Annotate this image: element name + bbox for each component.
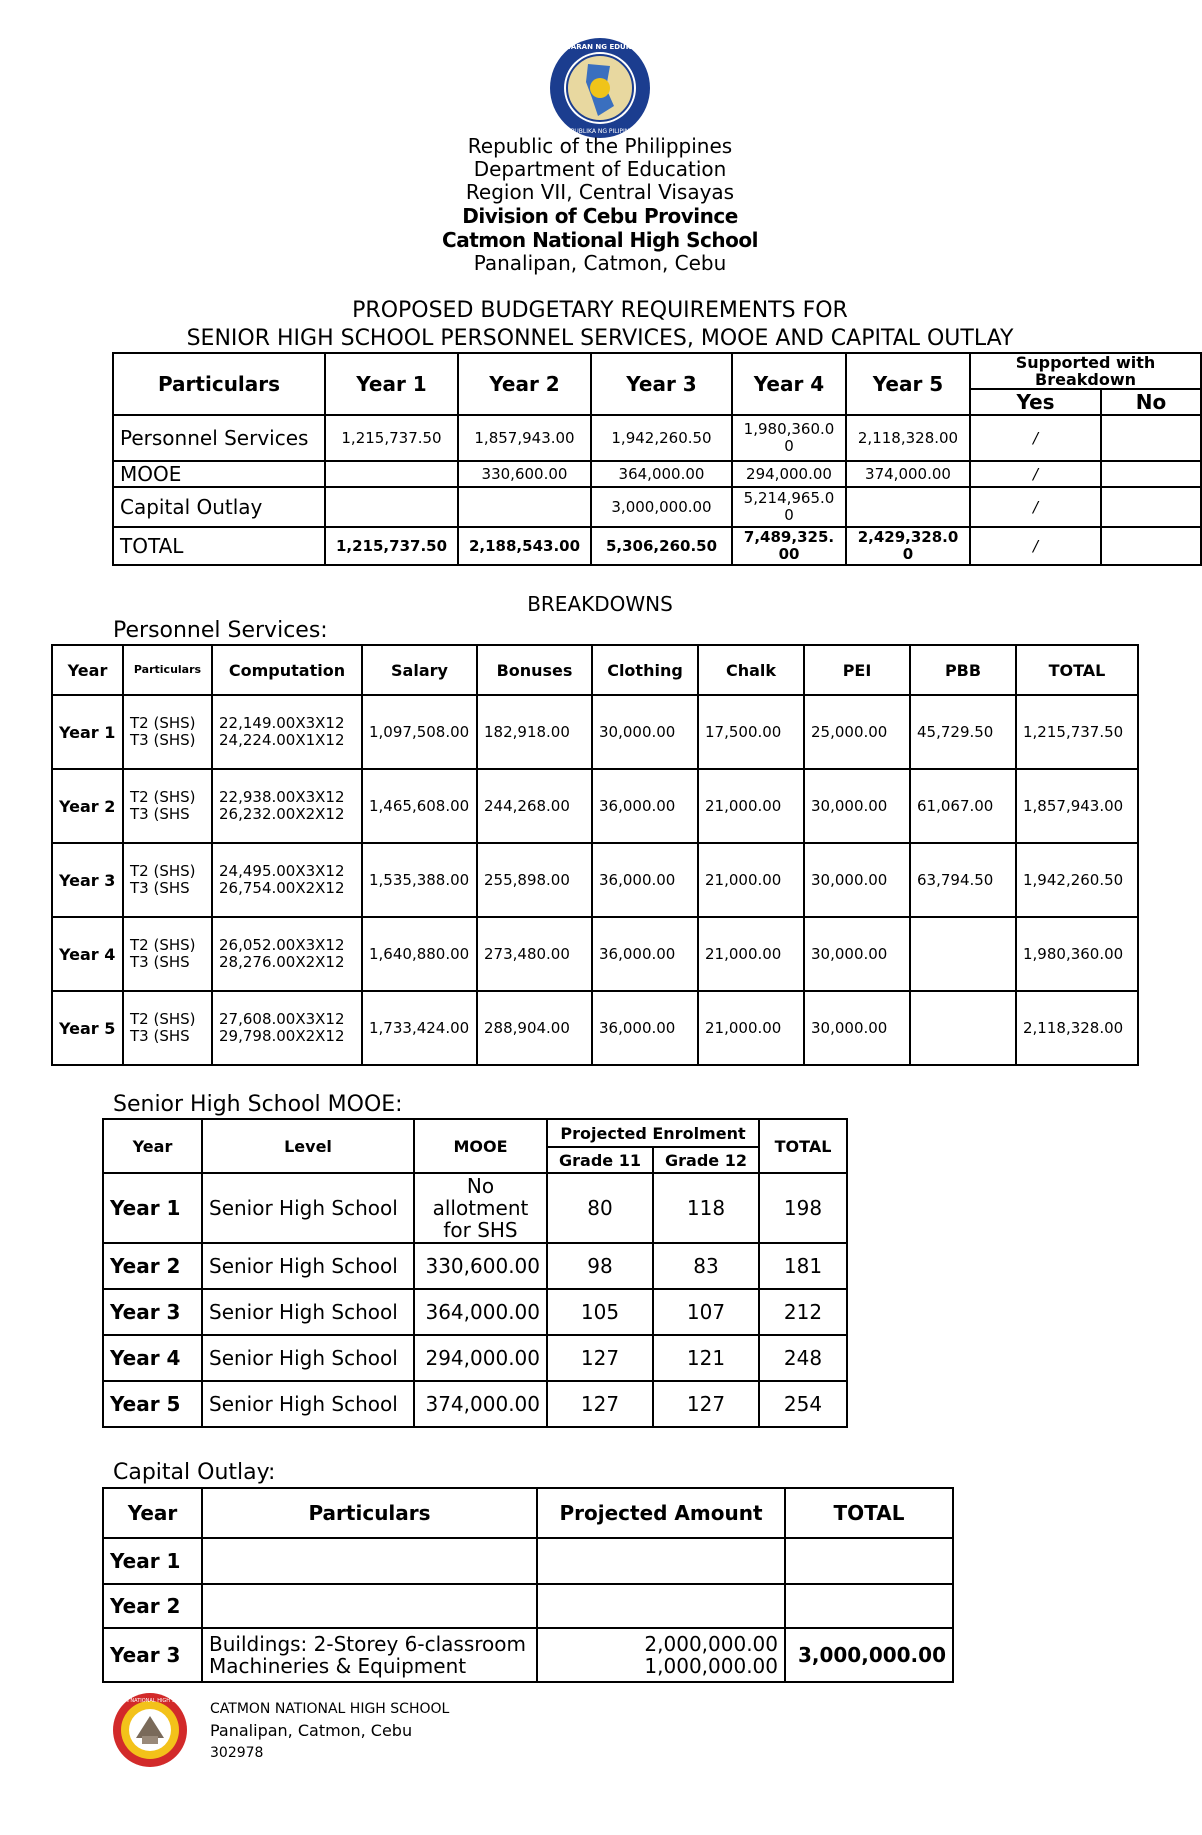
mooe-year: Year 2 [103,1243,202,1289]
school-seal-logo [107,1692,193,1768]
mooe-grade-11: 127 [547,1381,653,1427]
breakdowns-title: BREAKDOWNS [527,592,673,616]
mooe-level: Senior High School [202,1173,414,1243]
ps-pbb: 45,729.50 [910,695,1016,769]
ps-pei: 30,000.00 [804,991,910,1065]
ps-header-pbb: PBB [910,645,1016,695]
cell-value: 3,000,000.00 [591,487,732,527]
mooe-grade-11: 98 [547,1243,653,1289]
ps-total: 2,118,328.00 [1016,991,1138,1065]
header-year-4: Year 4 [732,353,846,415]
ps-salary: 1,733,424.00 [362,991,477,1065]
ps-header-particulars: Particulars [123,645,212,695]
ps-particulars: T2 (SHS) T3 (SHS) [123,695,212,769]
mooe-header-mooe: MOOE [414,1119,547,1173]
mooe-grade-11: 105 [547,1289,653,1335]
title-line-2: SENIOR HIGH SCHOOL PERSONNEL SERVICES, MOOE AND CAPITAL OUTLAY [186,326,1014,351]
header-particulars: Particulars [113,353,325,415]
cap-particulars [202,1538,537,1584]
cell-value: 7,489,325.00 [732,527,846,565]
table-row [103,1335,847,1381]
mooe-grade-12: 107 [653,1289,759,1335]
ps-clothing: 36,000.00 [592,843,698,917]
cap-particular-machineries: Machineries & Equipment [209,1654,467,1678]
ps-pbb [910,917,1016,991]
ps-header-pei: PEI [804,645,910,695]
cap-header-particulars: Particulars [202,1488,537,1538]
ps-bonuses: 288,904.00 [477,991,592,1065]
ps-pbb: 63,794.50 [910,843,1016,917]
svg-text:CATMON NATIONAL HIGH SCHOOL: CATMON NATIONAL HIGH SCHOOL [107,1698,193,1704]
cell-value: 374,000.00 [846,461,970,487]
ps-pbb: 61,067.00 [910,769,1016,843]
mooe-year: Year 5 [103,1381,202,1427]
ps-particulars: T2 (SHS) T3 (SHS [123,917,212,991]
cap-particular-buildings: Buildings: 2-Storey 6-classroom [209,1632,526,1656]
no-mark [1101,461,1201,487]
table-row [113,461,1201,487]
table-row [52,843,1138,917]
ps-header-bonuses: Bonuses [477,645,592,695]
mooe-grade-11: 80 [547,1173,653,1243]
cap-amount-machineries: 1,000,000.00 [644,1654,778,1678]
svg-text:REPUBLIKA NG PILIPINAS: REPUBLIKA NG PILIPINAS [562,128,638,135]
cell-value [846,487,970,527]
cell-value: 364,000.00 [591,461,732,487]
header-division: Division of Cebu Province [462,204,738,228]
table-row [52,991,1138,1065]
ps-header-salary: Salary [362,645,477,695]
ps-header-total: TOTAL [1016,645,1138,695]
ps-total: 1,857,943.00 [1016,769,1138,843]
ps-computation: 22,938.00X3X12 26,232.00X2X12 [212,769,362,843]
capital-outlay-title: Capital Outlay: [113,1460,276,1485]
header-address: Panalipan, Catmon, Cebu [473,251,727,275]
table-row [103,1584,953,1628]
table-row [52,769,1138,843]
cell-value: 1,857,943.00 [458,415,591,461]
ps-chalk: 21,000.00 [698,843,804,917]
mooe-level: Senior High School [202,1289,414,1335]
ps-pei: 30,000.00 [804,843,910,917]
svg-text:KAGAWARAN NG EDUKASYON: KAGAWARAN NG EDUKASYON [541,43,659,51]
ps-bonuses: 255,898.00 [477,843,592,917]
ps-header-chalk: Chalk [698,645,804,695]
ps-salary: 1,465,608.00 [362,769,477,843]
cap-year: Year 3 [103,1628,202,1682]
mooe-year: Year 4 [103,1335,202,1381]
footer-school-name: CATMON NATIONAL HIGH SCHOOL [210,1701,450,1717]
cap-amount-buildings: 2,000,000.00 [644,1632,778,1656]
yes-mark: / [970,415,1101,461]
cap-total: 3,000,000.00 [785,1628,953,1682]
row-label: MOOE [113,461,325,487]
ps-total: 1,215,737.50 [1016,695,1138,769]
ps-particulars: T2 (SHS) T3 (SHS [123,991,212,1065]
ps-computation: 27,608.00X3X12 29,798.00X2X12 [212,991,362,1065]
cell-value: 294,000.00 [732,461,846,487]
yes-mark: / [970,487,1101,527]
header-school: Catmon National High School [442,228,758,252]
header-department: Department of Education [473,157,727,181]
cell-value: 330,600.00 [458,461,591,487]
ps-chalk: 21,000.00 [698,769,804,843]
mooe-header-year: Year [103,1119,202,1173]
ps-total: 1,980,360.00 [1016,917,1138,991]
header-republic: Republic of the Philippines [467,134,733,158]
mooe-table [102,1118,848,1428]
no-mark [1101,527,1201,565]
cap-header-year: Year [103,1488,202,1538]
ps-particulars: T2 (SHS) T3 (SHS [123,769,212,843]
table-row [103,1243,847,1289]
header-yes: Yes [970,389,1101,415]
cap-header-amount: Projected Amount [537,1488,785,1538]
mooe-total: 212 [759,1289,847,1335]
mooe-amount: 364,000.00 [414,1289,547,1335]
ps-clothing: 36,000.00 [592,917,698,991]
mooe-year: Year 3 [103,1289,202,1335]
mooe-grade-12: 127 [653,1381,759,1427]
header-year-2: Year 2 [458,353,591,415]
ps-computation: 22,149.00X3X12 24,224.00X1X12 [212,695,362,769]
mooe-grade-12: 121 [653,1335,759,1381]
mooe-grade-11: 127 [547,1335,653,1381]
ps-bonuses: 244,268.00 [477,769,592,843]
ps-pei: 30,000.00 [804,917,910,991]
ps-total: 1,942,260.50 [1016,843,1138,917]
row-label: TOTAL [113,527,325,565]
ps-year: Year 4 [52,917,123,991]
cell-value [325,461,458,487]
footer-school-id: 302978 [210,1745,264,1761]
personnel-services-table [51,644,1139,1066]
ps-clothing: 36,000.00 [592,769,698,843]
mooe-level: Senior High School [202,1243,414,1289]
ps-header-computation: Computation [212,645,362,695]
yes-mark: / [970,527,1101,565]
table-row [52,695,1138,769]
ps-bonuses: 273,480.00 [477,917,592,991]
cap-year: Year 2 [103,1584,202,1628]
table-row [103,1381,847,1427]
cap-amount [537,1584,785,1628]
ps-salary: 1,097,508.00 [362,695,477,769]
ps-particulars: T2 (SHS) T3 (SHS [123,843,212,917]
ps-clothing: 36,000.00 [592,991,698,1065]
header-no: No [1101,389,1201,415]
mooe-header-projected: Projected Enrolment [547,1119,759,1147]
no-mark [1101,487,1201,527]
cap-year: Year 1 [103,1538,202,1584]
cap-total [785,1584,953,1628]
table-row [113,487,1201,527]
ps-year: Year 2 [52,769,123,843]
cell-value: 1,942,260.50 [591,415,732,461]
table-row [103,1173,847,1243]
mooe-grade-12: 83 [653,1243,759,1289]
table-row [103,1538,953,1584]
cell-value: 5,214,965.00 [732,487,846,527]
footer-address: Panalipan, Catmon, Cebu [210,1721,413,1740]
cell-value [458,487,591,527]
mooe-header-grade-12: Grade 12 [653,1147,759,1173]
ps-computation: 24,495.00X3X12 26,754.00X2X12 [212,843,362,917]
header-year-5: Year 5 [846,353,970,415]
table-row [113,415,1201,461]
mooe-total: 248 [759,1335,847,1381]
cell-value: 2,118,328.00 [846,415,970,461]
deped-seal-logo [541,36,659,140]
mooe-level: Senior High School [202,1335,414,1381]
ps-computation: 26,052.00X3X12 28,276.00X2X12 [212,917,362,991]
mooe-amount: 294,000.00 [414,1335,547,1381]
ps-year: Year 3 [52,843,123,917]
cap-header-total: TOTAL [785,1488,953,1538]
mooe-amount: 374,000.00 [414,1381,547,1427]
ps-salary: 1,535,388.00 [362,843,477,917]
ps-chalk: 21,000.00 [698,917,804,991]
ps-chalk: 17,500.00 [698,695,804,769]
budget-summary-table [112,352,1202,566]
ps-salary: 1,640,880.00 [362,917,477,991]
ps-year: Year 5 [52,991,123,1065]
table-row [52,917,1138,991]
cap-amount [537,1628,785,1682]
ps-clothing: 30,000.00 [592,695,698,769]
mooe-header-level: Level [202,1119,414,1173]
header-year-3: Year 3 [591,353,732,415]
cap-amount [537,1538,785,1584]
mooe-amount: No allotment for SHS [414,1173,547,1243]
ps-pei: 30,000.00 [804,769,910,843]
cell-value [325,487,458,527]
ps-pbb [910,991,1016,1065]
mooe-total: 198 [759,1173,847,1243]
ps-header-year: Year [52,645,123,695]
mooe-year: Year 1 [103,1173,202,1243]
header-region: Region VII, Central Visayas [465,180,735,204]
ps-bonuses: 182,918.00 [477,695,592,769]
header-year-1: Year 1 [325,353,458,415]
capital-outlay-table [102,1487,954,1683]
mooe-header-grade-11: Grade 11 [547,1147,653,1173]
mooe-total: 254 [759,1381,847,1427]
ps-pei: 25,000.00 [804,695,910,769]
table-row [113,527,1201,565]
title-line-1: PROPOSED BUDGETARY REQUIREMENTS FOR [352,298,848,323]
cell-value: 1,215,737.50 [325,415,458,461]
no-mark [1101,415,1201,461]
personnel-services-title: Personnel Services: [113,618,328,643]
cap-particulars [202,1628,537,1682]
cell-value: 2,188,543.00 [458,527,591,565]
cell-value: 2,429,328.00 [846,527,970,565]
cap-total [785,1538,953,1584]
cap-particulars [202,1584,537,1628]
cell-value: 5,306,260.50 [591,527,732,565]
mooe-total: 181 [759,1243,847,1289]
ps-chalk: 21,000.00 [698,991,804,1065]
yes-mark: / [970,461,1101,487]
mooe-amount: 330,600.00 [414,1243,547,1289]
ps-year: Year 1 [52,695,123,769]
cell-value: 1,980,360.00 [732,415,846,461]
ps-header-clothing: Clothing [592,645,698,695]
cell-value: 1,215,737.50 [325,527,458,565]
mooe-header-total: TOTAL [759,1119,847,1173]
header-supported: Supported with Breakdown [970,353,1201,389]
table-row [103,1628,953,1682]
row-label: Personnel Services [113,415,325,461]
table-row [103,1289,847,1335]
mooe-title: Senior High School MOOE: [113,1092,403,1117]
row-label: Capital Outlay [113,487,325,527]
mooe-grade-12: 118 [653,1173,759,1243]
mooe-level: Senior High School [202,1381,414,1427]
